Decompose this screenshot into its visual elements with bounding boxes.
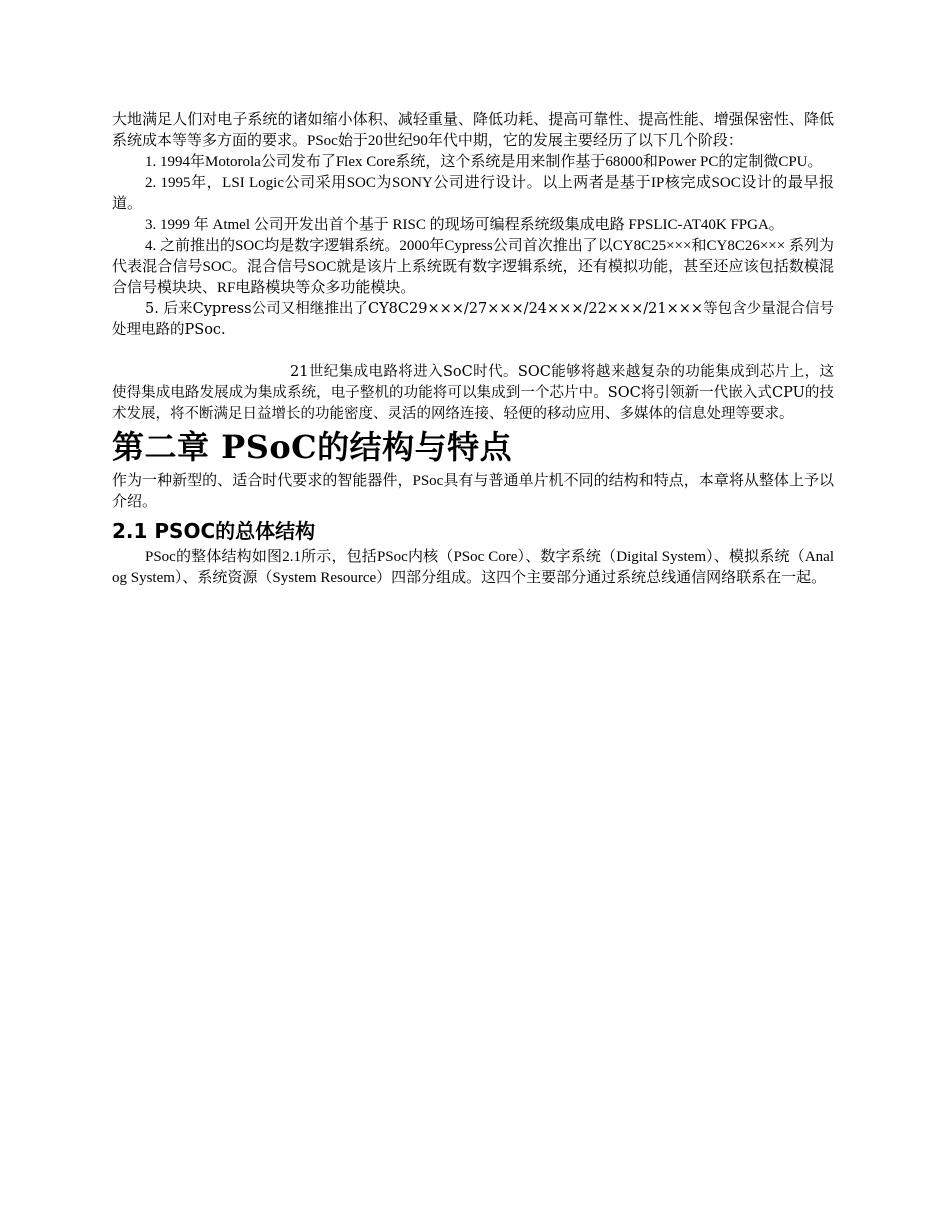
history-item-4: 4. 之前推出的SOC均是数字逻辑系统。2000年Cypress公司首次推出了以CY8C25×××和CY8C26××× 系列为代表混合信号SOC。混合信号SOC就是该片上系统既有数字逻辑系统，还有模拟功能，甚至还应该包括数模混合信号模块块、RF电路模块等众多功能模块。: [112, 238, 834, 296]
history-item-1: 1. 1994年Motorola公司发布了Flex Core系统，这个系统是用来制作基于68000和Power PC的定制微CPU。: [145, 154, 823, 170]
history-item-2: 2. 1995年，LSI Logic公司采用SOC为SONY公司进行设计。以上两者是基于IP核完成SOC设计的最早报道。: [112, 175, 834, 212]
chapter-title: 第二章 PSoC的结构与特点: [112, 428, 513, 466]
document-page: [112, 110, 834, 589]
intro-paragraph: 大地满足人们对电子系统的诸如缩小体积、减轻重量、降低功耗、提高可靠性、提高性能、增强保密性、降低系统成本等等多方面的要求。PSoc始于20世纪90年代中期，它的发展主要经历了以下几个阶段：: [112, 112, 834, 149]
blank-line: [112, 341, 834, 362]
history-item-5: 5. 后来Cypress公司又相继推出了CY8C29×××/27×××/24×××/22×××/21×××等包含少量混合信号处理电路的PSoc.: [112, 301, 834, 338]
section-title: 2.1 PSOC的总体结构: [112, 519, 316, 543]
soc-era-paragraph: 21世纪集成电路将进入SoC时代。SOC能够将越来越复杂的功能集成到芯片上，这使得集成电路发展成为集成系统，电子整机的功能将可以集成到一个芯片中。SOC将引领新一代嵌入式CPU的技术发展，将不断满足日益增长的功能密度、灵活的网络连接、轻便的移动应用、多媒体的信息处理等要求。: [112, 364, 834, 422]
chapter-intro: 作为一种新型的、适合时代要求的智能器件，PSoc具有与普通单片机不同的结构和特点，本章将从整体上予以介绍。: [112, 473, 834, 510]
section-body: PSoc的整体结构如图2.1所示，包括PSoc内核（PSoc Core）、数字系统（Digital System）、模拟系统（Analog System）、系统资源（System Resource）四部分组成。这四个主要部分通过系统总线通信网络联系在一起。: [112, 549, 834, 586]
history-item-3: 3. 1999 年 Atmel 公司开发出首个基于 RISC 的现场可编程系统级集成电路 FPSLIC-AT40K FPGA。: [145, 217, 784, 233]
